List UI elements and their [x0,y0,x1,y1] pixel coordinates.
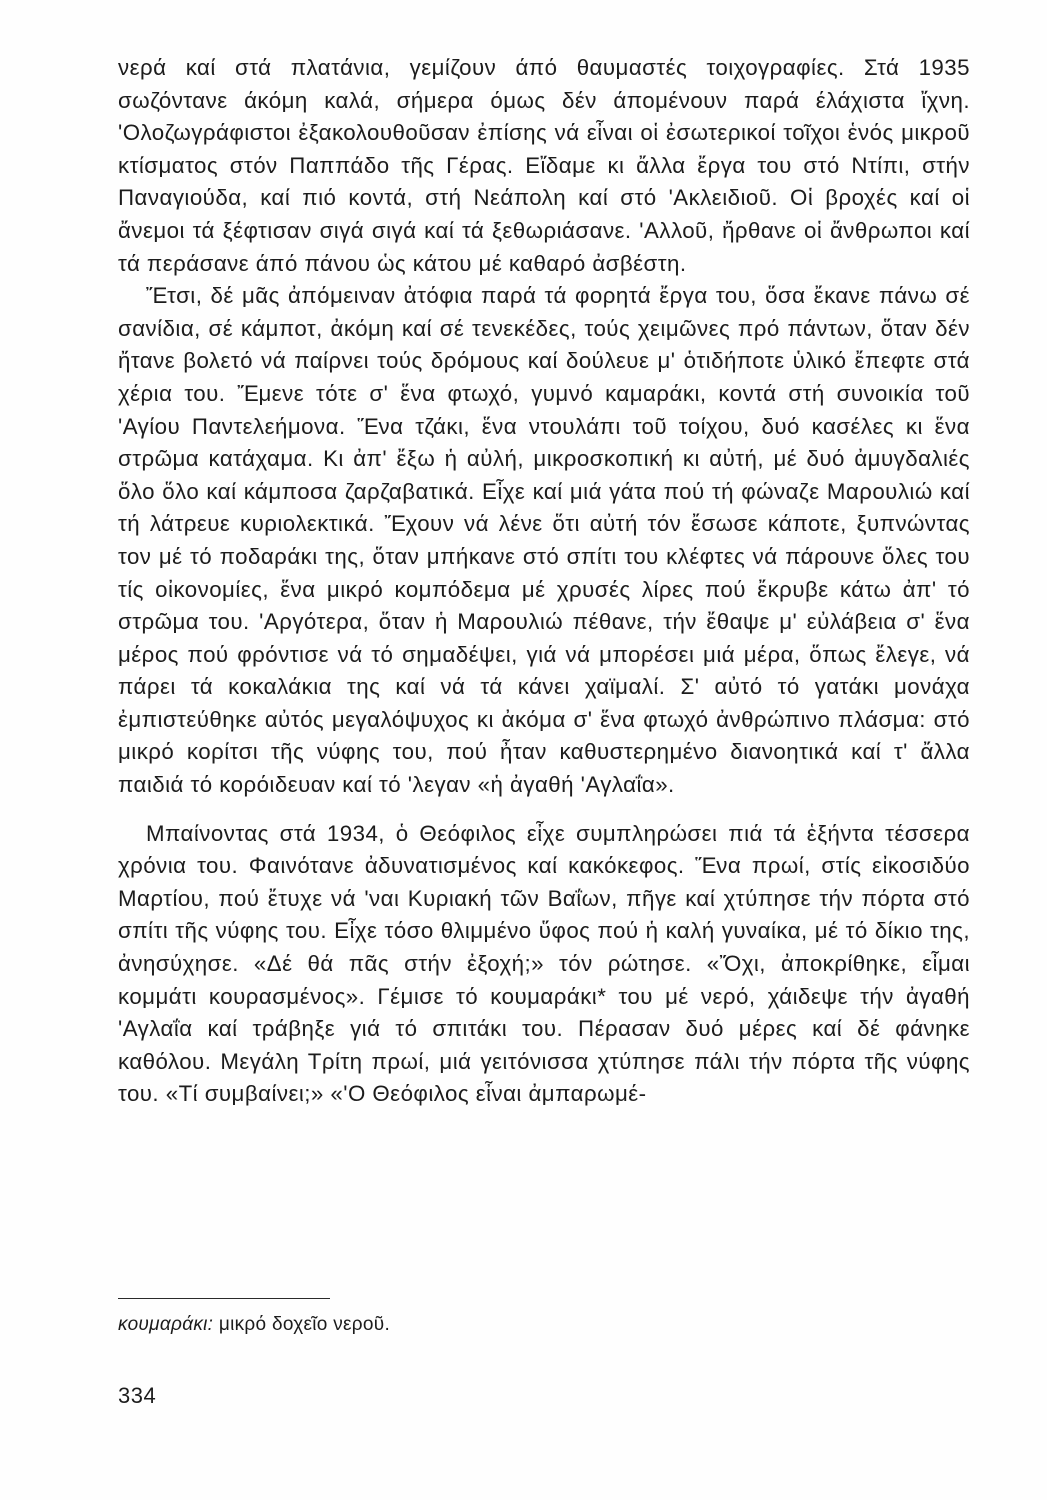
footnote-definition: μικρό δοχεῖο νεροῦ. [218,1314,391,1335]
footnote-divider [118,1298,330,1299]
paragraph-1: νερά καί στά πλατάνια, γεμίζουν άπό θαυμαστές τοιχογραφίες. Στά 1935 σωζόντανε άκόμη καλά, σήμερα όμως δέν άπομένουν παρά έλάχιστα ἴχνη. 'Ολοζωγράφιστοι ἐξακολουθοῦσαν ἐπίσης νά εἶναι οἱ ἐσωτερικοί τοῖχοι ἑνός μικροῦ κτίσματος στόν Παππάδο τῆς Γέρας. Εἴδαμε κι ἄλλα ἔργα του στό Ντίπι, στήν Παναγιούδα, καί πιό κοντά, στή Νεάπολη καί στό 'Ακλειδιοῦ. Οἱ βροχές καί οἱ ἄνεμοι τά ξέφτισαν σιγά σιγά καί τά ξεθωριάσανε. 'Αλλοῦ, ἤρθανε οἱ ἄνθρωποι καί τά περάσανε άπό πάνου ὡς κάτου μέ καθαρό ἀσβέστη. [118,55,970,276]
footnote [118,1312,390,1338]
paragraph-2: Ἔτσι, δέ μᾶς ἀπόμειναν ἀτόφια παρά τά φορητά ἔργα του, ὅσα ἔκανε πάνω σέ σανίδια, σέ κάμποτ, ἀκόμη καί σέ τενεκέδες, τούς χειμῶνες πρό πάντων, ὅταν δέν ἤτανε βολετό νά παίρνει τούς δρόμους καί δούλευε μ' ὁτιδήποτε ὑλικό ἔπεφτε στά χέρια του. Ἔμενε τότε σ' ἕνα φτωχό, γυμνό καμαράκι, κοντά στή συνοικία τοῦ 'Αγίου Παντελεήμονα. Ἕνα τζάκι, ἕνα ντουλάπι τοῦ τοίχου, δυό κασέλες κι ἕνα στρῶμα κατάχαμα. Κι ἀπ' ἔξω ἡ αὐλή, μικροσκοπική κι αὐτή, μέ δυό ἀμυγδαλιές ὅλο ὅλο καί κάμποσα ζαρζαβατικά. Εἶχε καί μιά γάτα πού τή φώναζε Μαρουλιώ καί τή λάτρευε κυριολεκτικά. Ἔχουν νά λένε ὅτι αὐτή τόν ἔσωσε κάποτε, ξυπνώντας τον μέ τό ποδαράκι της, ὅταν μπήκανε στό σπίτι του κλέφτες νά πάρουνε ὅλες του τίς οἰκονομίες, ἕνα μικρό κομπόδεμα μέ χρυσές λίρες πού ἔκρυβε κάτω ἀπ' τό στρῶμα του. 'Αργότερα, ὅταν ἡ Μαρουλιώ πέθανε, τήν ἔθαψε μ' εὐλάβεια σ' ἕνα μέρος πού φρόντισε νά τό σημαδέψει, γιά νά μπορέσει μιά μέρα, ὅπως ἔλεγε, νά πάρει τά κοκαλάκια της καί νά τά κάνει χαϊμαλί. Σ' αὐτό τό γατάκι μονάχα ἐμπιστεύθηκε αὐτός μεγαλόψυχος κι ἀκόμα σ' ἕνα φτωχό ἀνθρώπινο πλάσμα: στό μικρό κορίτσι τῆς νύφης του, πού ἦταν καθυστερημένο διανοητικά καί τ' ἄλλα παιδιά τό κορόιδευαν καί τό 'λεγαν «ἡ ἀγαθή 'Αγλαΐα». [118,283,970,798]
paragraph-3: Μπαίνοντας στά 1934, ὁ Θεόφιλος εἶχε συμπληρώσει πιά τά ἑξήντα τέσσερα χρόνια του. Φαινότανε ἀδυνατισμένος καί κακόκεφος. Ἕνα πρωί, στίς εἰκοσιδύο Μαρτίου, πού ἔτυχε νά 'ναι Κυριακή τῶν Βαΐων, πῆγε καί χτύπησε τήν πόρτα στό σπίτι τῆς νύφης του. Εἶχε τόσο θλιμμένο ὕφος πού ἡ καλή γυναίκα, μέ τό δίκιο της, ἀνησύχησε. «Δέ θά πᾶς στήν ἐξοχή;» τόν ρώτησε. «Ὄχι, ἀποκρίθηκε, εἶμαι κομμάτι κουρασμένος». Γέμισε τό κουμαράκι* του μέ νερό, χάιδεψε τήν ἀγαθή 'Αγλαΐα καί τράβηξε γιά τό σπιτάκι του. Πέρασαν δυό μέρες καί δέ φάνηκε καθόλου. Μεγάλη Τρίτη πρωί, μιά γειτόνισσα χτύπησε πάλι τήν πόρτα τῆς νύφης του. «Τί συμβαίνει;» «'Ο Θεόφιλος εἶναι ἀμπαρωμέ- [118,820,970,1107]
body-text [118,52,970,1111]
footnote-term: κουμαράκι: [118,1314,214,1335]
page-number: 334 [118,1383,157,1408]
